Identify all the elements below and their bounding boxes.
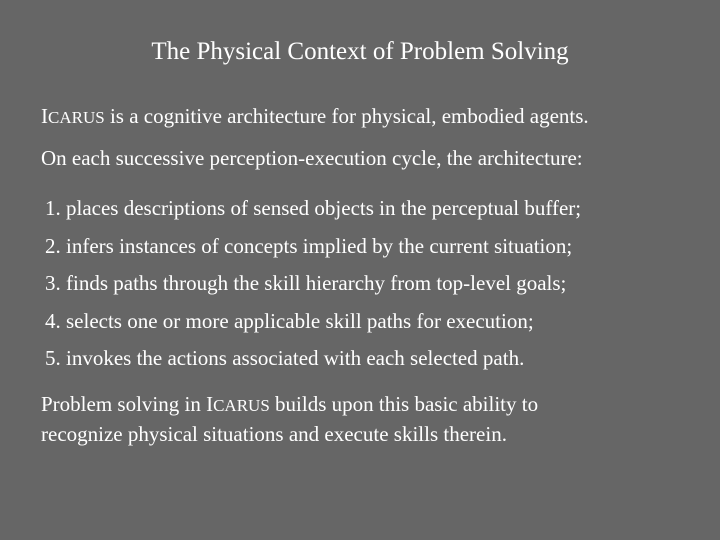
step-item: 2. infers instances of concepts implied by the current situation;: [45, 233, 573, 258]
icarus-name: CARUS: [48, 108, 105, 127]
step-item: 3. finds paths through the skill hierarchy from top-level goals;: [45, 271, 567, 295]
step-item: 4. selects one or more applicable skill paths for execution;: [45, 308, 534, 333]
conclusion-paragraph: [41, 390, 538, 449]
slide-title: The Physical Context of Problem Solving: [151, 38, 569, 65]
conclusion-before: Problem solving in: [41, 392, 207, 416]
intro-paragraph: [41, 101, 589, 133]
icarus-initial: I: [41, 104, 48, 128]
step-item: 1. places descriptions of sensed objects in the perceptual buffer;: [45, 196, 582, 220]
icarus-name: CARUS: [213, 396, 270, 415]
cycle-intro: On each successive perception-execution cycle, the architecture:: [41, 146, 583, 170]
step-item: 5. invokes the actions associated with each selected path.: [45, 346, 525, 370]
icarus-initial: I: [206, 392, 214, 416]
steps-list: [45, 193, 581, 381]
conclusion-after: builds upon this basic ability to: [269, 392, 539, 416]
conclusion-line-1: [41, 390, 538, 420]
intro-text: is a cognitive architecture for physical, embodied agents.: [104, 104, 589, 128]
conclusion-line-2: recognize physical situations and execute skills therein.: [41, 422, 507, 446]
